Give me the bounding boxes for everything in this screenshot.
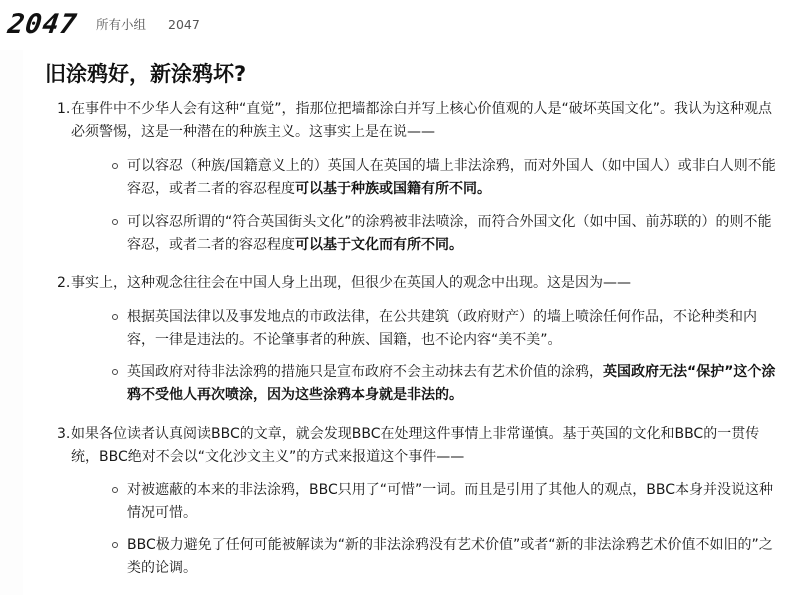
sub-item-text: 对被遮蔽的本来的非法涂鸦，BBC只用了“可惜”一词。而且是引用了其他人的观点，BBC本身并没说这种情况可惜。: [127, 482, 773, 521]
article-body: [23, 50, 800, 595]
list-item-1: [57, 98, 781, 144]
list-number: 2.: [57, 275, 71, 291]
list-item-text: 如果各位读者认真阅读BBC的文章，就会发现BBC在处理这件事情上非常谨慎。基于英国的文化和BBC的一贯传统，BBC绝对不会以“文化沙文主义”的方式来报道这个事件——: [71, 426, 760, 465]
site-logo[interactable]: 2047: [5, 9, 80, 40]
sub-item-3-1: [127, 479, 777, 525]
sub-item-text: 可以容忍所谓的“符合英国街头文化”的涂鸦被非法喷涂，而符合外国文化（如中国、前苏联的）的则不能容忍，或者二者的容忍程度: [127, 214, 772, 253]
nav-link-2047[interactable]: 2047: [168, 17, 200, 32]
sub-item-1-1: [127, 155, 777, 201]
sub-item-2-1: [127, 306, 777, 352]
article-title: 旧涂鸦好，新涂鸦坏?: [45, 62, 247, 86]
sub-item-bold-text: 英国政府无法“保护”这个涂鸦不受他人再次喷涂，因为这些涂鸦本身就是非法的。: [127, 364, 776, 403]
sub-item-text: 根据英国法律以及事发地点的市政法律，在公共建筑（政府财产）的墙上喷涂任何作品，不论种类和内容，一律是违法的。不论肇事者的种族、国籍，也不论内容“美不美”。: [127, 309, 757, 348]
list-item-3: [57, 423, 781, 469]
sub-item-bold-text: 可以基于种族或国籍有所不同。: [295, 181, 491, 197]
list-number: 3.: [57, 426, 71, 442]
bullet-icon: [112, 219, 118, 225]
nav-link-all-groups[interactable]: 所有小组: [96, 17, 147, 32]
sub-item-text: 英国政府对待非法涂鸦的措施只是宣布政府不会主动抹去有艺术价值的涂鸦，: [127, 364, 603, 380]
top-navigation-bar: [0, 0, 800, 50]
bullet-icon: [112, 487, 118, 493]
sub-item-text: BBC极力避免了任何可能被解读为“新的非法涂鸦没有艺术价值”或者“新的非法涂鸦艺术价值不如旧的”之类的论调。: [127, 537, 773, 576]
list-item-text: 在事件中不少华人会有这种“直觉”，指那位把墙都涂白并写上核心价值观的人是“破坏英国文化”。我认为这种观点必须警惕，这是一种潜在的种族主义。这事实上是在说——: [71, 101, 773, 140]
sub-item-1-2: [127, 211, 777, 257]
list-number: 1.: [57, 101, 71, 117]
bullet-icon: [112, 369, 118, 375]
sub-item-2-2: [127, 361, 777, 407]
list-item-2: [57, 272, 781, 295]
bullet-icon: [112, 314, 118, 320]
bullet-icon: [112, 163, 118, 169]
list-item-text: 事实上，这种观念往往会在中国人身上出现，但很少在英国人的观念中出现。这是因为——: [71, 275, 631, 291]
sub-item-3-2: [127, 534, 777, 580]
sub-item-text: 可以容忍（种族/国籍意义上的）英国人在英国的墙上非法涂鸦，而对外国人（如中国人）或非白人则不能容忍，或者二者的容忍程度: [127, 158, 776, 197]
sub-item-bold-text: 可以基于文化而有所不同。: [295, 237, 463, 253]
bullet-icon: [112, 542, 118, 548]
